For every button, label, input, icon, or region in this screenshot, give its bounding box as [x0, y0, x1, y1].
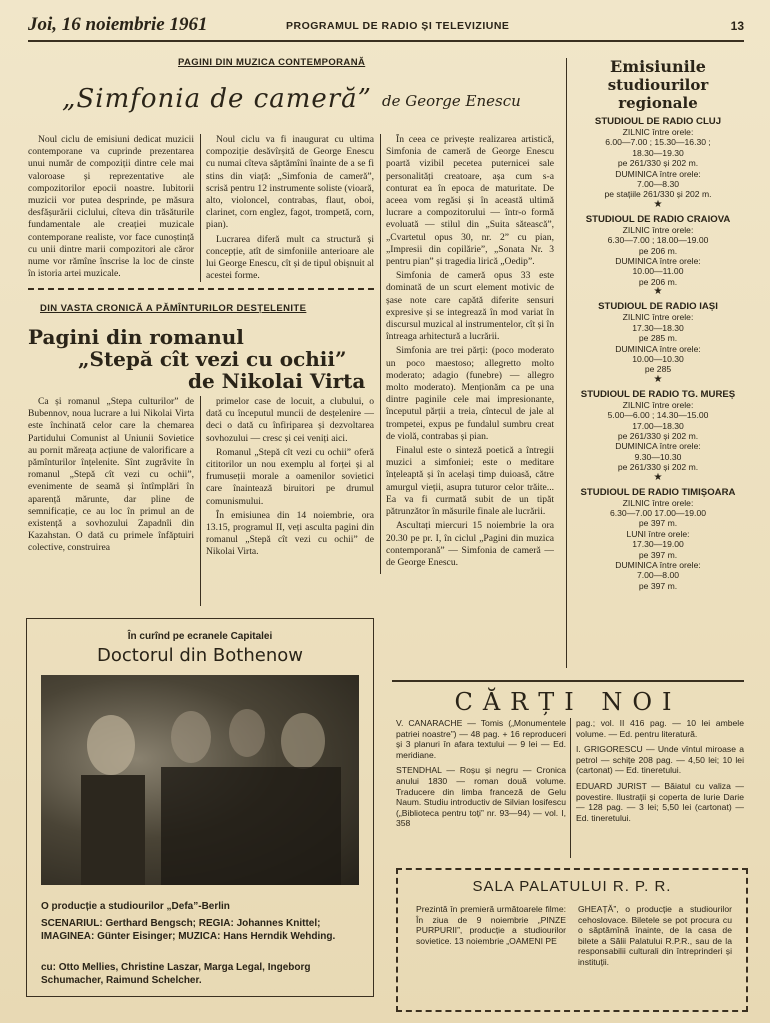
virta-paragraph: Romanul „Stepă cît vezi cu ochii” oferă cititorilor un nou exemplu al forței și al frumuseții morale a oamenilor sovietici care înaintează biruitori pe drumul comunismului. [206, 446, 374, 507]
virta-title-line: Pagini din romanul [28, 325, 244, 349]
virta-title-line: „Stepă cît vezi cu ochii” [78, 347, 347, 371]
studio-schedule-line: ZILNIC între orele: [622, 399, 694, 410]
studio-schedule-line: pe 261/330 și 202 m. [617, 462, 699, 473]
column-rule [200, 134, 201, 282]
studio-schedule-line: 6.30—7.00 ; 18.00—19.00 [607, 235, 709, 246]
virta-title [28, 326, 374, 392]
star-icon: ★ [653, 286, 663, 298]
books-title: CĂRȚI NOI [454, 688, 682, 716]
books-col-1 [396, 718, 566, 834]
studio-schedule-line: 7.00—8.30 [636, 179, 680, 190]
film-production: O producție a studiourilor „Defa”-Berlin [41, 901, 230, 912]
studio-schedule-line: DUMINICA între orele: [615, 560, 701, 570]
book-entry: EDUARD JURIST — Băiatul cu valiza — povestire. Ilustrații și coperta de Iurie Darie — 128 pag. — 3 lei; 5,50 lei (cartonat) — Ed. tineretului. [576, 780, 744, 823]
star-icon: ★ [653, 198, 663, 210]
studio-schedule-line: 17.30—19.00 [632, 539, 684, 550]
virta-col-2 [206, 396, 374, 561]
enescu-paragraph: Finalul este o sinteză poetică a întregii muzici a simfoniei; este o meditare înțeleaptă și în același timp duioasă, către amurgul vieții, asupra tuturor celor trăite... Ea va fi curmată subit de un tipăt pătrunzător în măsurile finale ale lucrării. [386, 445, 554, 518]
studio-schedule-line: DUMINICA între orele: [615, 256, 701, 267]
studio-list [572, 116, 744, 591]
studio-schedule-line: pe 285 m. [638, 333, 678, 344]
books-col-2 [576, 718, 744, 828]
studio-schedule-line: 5.00—6.00 ; 14.30—15.00 [607, 410, 709, 421]
books-section [392, 688, 744, 716]
star-icon: ★ [653, 471, 663, 483]
enescu-col-1 [28, 134, 194, 282]
virta-title-line: de Nikolai Virta [188, 369, 366, 393]
studio-schedule-line: 18.30—19.30 [632, 147, 684, 158]
studio-name: STUDIOUL DE RADIO IAȘI [598, 301, 718, 313]
studio-schedule-line: pe 397 m. [638, 549, 678, 560]
film-credits: SCENARIUL: Gerthard Bengsch; REGIA: Johannes Knittel; IMAGINEA: Günter Eisinger; MUZICA: Hans Herndik Wehding. [41, 918, 336, 942]
film-still-photo [41, 675, 359, 885]
section-divider [28, 288, 374, 290]
enescu-paragraph: Lucrarea diferă mult ca structură și concepție, atît de simfoniile anterioare ale lui George Enescu, cît și de tipul obișnuit al acestei forme. [206, 233, 374, 282]
studio-schedule-line: 17.30—18.30 [632, 322, 684, 333]
studio-schedule-line: ZILNIC între orele: [622, 127, 694, 137]
virta-col-1 [28, 396, 194, 557]
enescu-paragraph: Simfonia de cameră opus 33 este dominată de un scurt element motivic de șase note care capătă diferite sensuri expresive și se integrează în mod variat în discursul muzical al instrumentelor, cît și în întreaga arhitectură a lucrării. [386, 270, 554, 343]
section-divider [392, 680, 744, 682]
studio-name: STUDIOUL DE RADIO CLUJ [594, 116, 722, 127]
studio-schedule-line: DUMINICA între orele: [615, 441, 701, 452]
studio-schedule-line: 10.00—10.30 [632, 353, 684, 364]
studio-schedule-line: ZILNIC între orele: [622, 224, 694, 235]
enescu-paragraph: În ceea ce privește realizarea artistică, Simfonia de cameră de George Enescu poartă vizibil pecetea puternicei sale personalități creatoare, așa cum s-a conturat ea în epoca de maturitate. De aceea vom regăsi și în această ultimă lucrare a compozitorului — într-o formă evoluată — stilul din „Suita sătească”, „Cvartetul opus 30, nr. 2” cu pian, „Impresii din copilărie”, „Sonata Nr. 3 pentru pian” și tragedia lirică „Oedip”. [386, 134, 554, 268]
studio-schedule-line: DUMINICA între orele: [615, 343, 701, 354]
studio-name: STUDIOUL DE RADIO TIMIȘOARA [580, 486, 736, 498]
film-announcement [26, 618, 374, 997]
enescu-paragraph: Simfonia are trei părți: (poco moderato un poco maestoso; allegretto molto moderato; adagio (funebre) — allegro molto moderato). Menționăm ca pe una dintre paginile cele mai impresionante, începutul părții a treia, cîntecul de jale al trompetei, expus pe fundalul sumbru creat de violă, contrabas și pian. [386, 345, 554, 442]
studio-schedule-line: 9.30—10.30 [634, 451, 682, 462]
star-icon: ★ [653, 373, 663, 385]
studio-schedule-line: pe 261/330 și 202 m. [617, 430, 699, 441]
film-still-illustration [41, 675, 359, 885]
enescu-paragraph: Noul ciclu va fi inaugurat cu ultima compoziție desăvîrșită de George Enescu cu numai cîteva săptămîni înainte de a se fi stins din viață: „Simfonia de cameră”, scrisă pentru 12 instrumente soliste (vioară, alto, violoncel, contrabas, flaut, oboi, clarinet, corn englez, fagot, trompetă, corn, pian). [206, 134, 374, 231]
studio-schedule-line: ZILNIC între orele: [622, 312, 694, 323]
section-title: PROGRAMUL DE RADIO ȘI TELEVIZIUNE [286, 20, 510, 32]
film-title: Doctorul din Bothenow [97, 645, 303, 666]
studio-schedule-line: 17.00—18.30 [632, 420, 684, 431]
film-cast: cu: Otto Mellies, Christine Laszar, Marga Legal, Ingeborg Schumacher, Raimund Schelcher. [41, 962, 311, 986]
studio-schedule-line: pe 261/330 și 202 m. [617, 158, 699, 169]
enescu-title: „Simfonia de cameră” [62, 84, 372, 114]
issue-date: Joi, 16 noiembrie 1961 [28, 14, 208, 35]
studio-schedule-line: 6.00—7.00 ; 15.30—16.30 ; [605, 137, 711, 148]
studio-schedule-line: pe 397 m. [638, 518, 678, 529]
book-entry: STENDHAL — Roșu și negru — Cronica anului 1830 — roman două volume. Traducere din limba franceză de Gelu Naum. Studiu introductiv de Silvian Iosifescu („Biblioteca pentru toți” nr. 93—94) — vol. I, 358 [396, 765, 566, 829]
virta-paragraph: primelor case de locuit, a clubului, o dată cu începutul muncii de desțelenire — deci o dată cu înfiriparea și dezvoltarea sovhozului — cresc și cei veniți aici. [206, 396, 374, 444]
enescu-paragraph: Ascultați miercuri 15 noiembrie la ora 20.30 pe pr. I, în ciclul „Pagini din muzica contemporană” — Simfonia de cameră — de George Enescu. [386, 520, 554, 568]
studio-schedule-line: 10.00—11.00 [632, 266, 684, 277]
column-rule [380, 134, 381, 574]
studio-schedule-line: pe 206 m. [638, 245, 678, 256]
studio-schedule-line: LUNI între orele: [626, 528, 690, 539]
sala-title: SALA PALATULUI R. P. R. [472, 878, 672, 895]
enescu-byline: de George Enescu [382, 92, 521, 110]
book-entry: I. GRIGORESCU — Unde vîntul miroase a petrol — schițe 208 pag. — 4,50 lei; 10 lei (cartonat) — Ed. tineretului. [576, 744, 744, 776]
enescu-col-2 [206, 134, 374, 284]
studio-schedule-line: pe stațiile 261/330 și 202 m. [604, 189, 712, 200]
sala-text-right: GHEAȚĂ”, o producție a studiourilor cehoslovace. Biletele se pot procura cu o săptămînă înainte, de la casa de bilete a Sălii Palatului R.P.R., sau de la responsabilii culturali din întreprinderi și instituții. [578, 904, 732, 967]
book-entry: pag.; vol. II 416 pag. — 10 lei ambele volume. — Ed. pentru literatură. [576, 718, 744, 739]
studio-name: STUDIOUL DE RADIO CRAIOVA [585, 213, 731, 225]
studio-name: STUDIOUL DE RADIO TG. MUREȘ [580, 388, 736, 400]
film-kicker: În curînd pe ecranele Capitalei [127, 631, 273, 642]
regional-title-line: Emisiunile [610, 57, 706, 76]
page-header [28, 14, 744, 42]
column-rule [566, 58, 567, 668]
sala-palatului-box [396, 868, 748, 1012]
studio-schedule-line: pe 285 [644, 364, 672, 375]
virta-paragraph: În emisiunea din 14 noiembrie, ora 13.15, programul II, veți asculta pagini din romanul „Stepă cît vezi cu ochii” de Nikolai Virta. [206, 509, 374, 558]
enescu-kicker: PAGINI DIN MUZICA CONTEMPORANĂ [178, 57, 366, 68]
column-rule [570, 718, 571, 858]
regional-studios [572, 58, 744, 591]
sala-text-left: Prezintă în premieră următoarele filme: În ziua de 9 noiembrie „PINZE PURPURII”, producție a studiourilor sovietice. 13 noiembrie „OAMENI PE [416, 904, 566, 946]
studio-schedule-line: pe 206 m. [638, 276, 678, 287]
studio-schedule-line: 7.00—8.00 [636, 570, 680, 581]
book-entry: V. CANARACHE — Tomis („Monumentele patriei noastre”) — 48 pag. + 16 reproduceri și 3 planuri în afara textului — 9 lei — Ed. meridiane. [396, 718, 566, 760]
virta-paragraph: Ca și romanul „Stepa culturilor” de Bubennov, noua lucrare a lui Nikolai Virta este închinată celor care la chemarea Partidului Comunist al Uniunii Sovietice au pornit măreața acțiune de valorificare a pămînturilor înțelenite. Sînt zugrăvite în romanul „Stepă cît vezi cu ochii”, evenimente de seamă și întîmplări în aparență mărunte, dar pline de semnificație, ce au loc în primul an de existență a sovhozului Zapadnîi din Kazahstan. O dată cu primele înfăptuiri colective, construirea [28, 396, 194, 554]
column-rule [200, 396, 201, 606]
virta-kicker: DIN VASTA CRONICĂ A PĂMÎNTURILOR DESȚELENITE [40, 303, 307, 314]
studio-schedule-line: ZILNIC între orele: [622, 497, 694, 508]
regional-title-line: studiourilor regionale [607, 76, 709, 112]
page-number: 13 [730, 19, 744, 33]
enescu-col-3 [386, 134, 554, 604]
studio-schedule-line: pe 397 m. [638, 580, 678, 591]
studio-schedule-line: DUMINICA între orele: [615, 168, 701, 179]
enescu-paragraph: Noul ciclu de emisiuni dedicat muzicii contemporane va cuprinde prezentarea unui număr de compoziții dintre cele mai valoroase și reprezentative ale compozitorilor epocii noastre. Iubitorii muzicii vor putea desprinde, pe măsura desfășurării ciclului, cîteva din trăsăturile fundamentale ale creației muzicale contemporane realiste, vor face cunoștință cu unii dintre marii compozitori ale căror nume vor rămîne înscrise la loc de cinste în istoria artei muzicale. [28, 134, 194, 280]
studio-schedule-line: 6.30—7.00 17.00—19.00 [609, 507, 707, 518]
